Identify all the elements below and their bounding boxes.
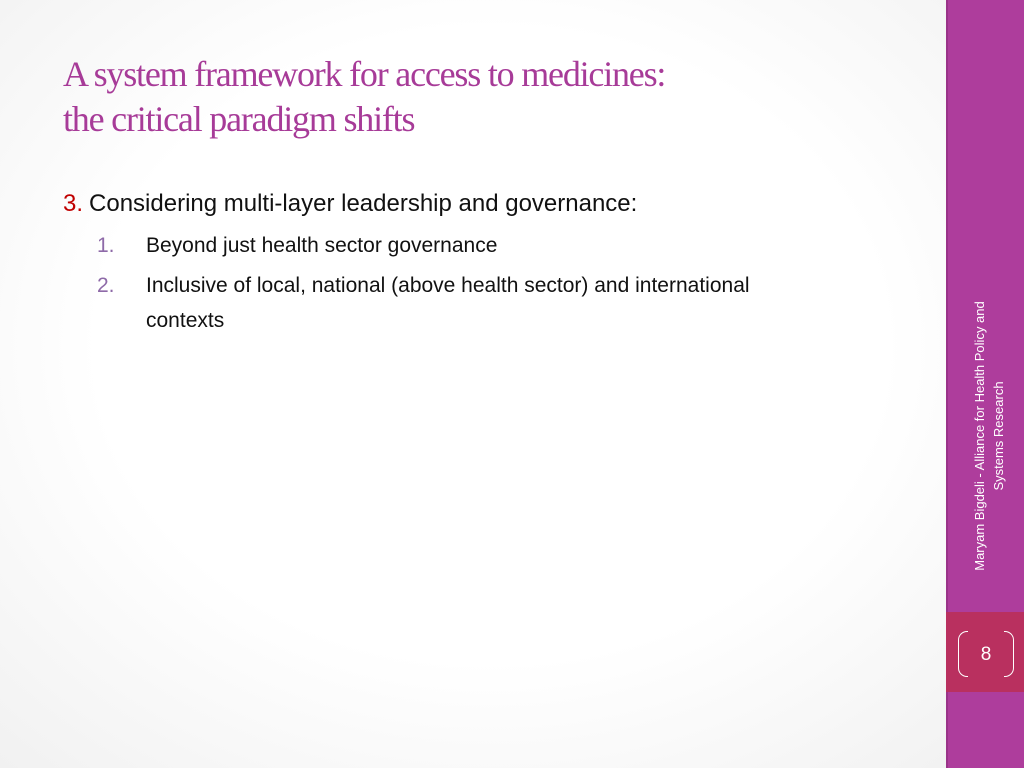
- subpoint-text: Beyond just health sector governance: [146, 234, 498, 257]
- subpoint-list: [63, 228, 823, 338]
- subpoint-text: Inclusive of local, national (above health sector) and international contexts: [146, 274, 750, 332]
- slide-title-line-2: the critical paradigm shifts: [63, 99, 415, 139]
- slide-body: [63, 186, 823, 343]
- point-3: [63, 186, 823, 222]
- footer-line-2: Systems Research: [991, 381, 1006, 491]
- subpoint-number: 2.: [97, 274, 115, 297]
- footer-text: [970, 256, 1008, 616]
- page-number: 8: [980, 644, 992, 665]
- point-number: 3.: [63, 190, 84, 217]
- subpoint-number: 1.: [97, 234, 115, 257]
- subpoint-1: [97, 228, 823, 263]
- right-bracket-icon: [1004, 631, 1014, 677]
- subpoint-2: [97, 268, 823, 338]
- slide-title-line-1: A system framework for access to medicines:: [63, 54, 666, 94]
- footer-line-1: Maryam Bigdeli - Alliance for Health Policy and: [972, 301, 987, 571]
- point-text: Considering multi-layer leadership and governance:: [89, 190, 638, 217]
- slide-title: [63, 52, 923, 142]
- left-bracket-icon: [958, 631, 968, 677]
